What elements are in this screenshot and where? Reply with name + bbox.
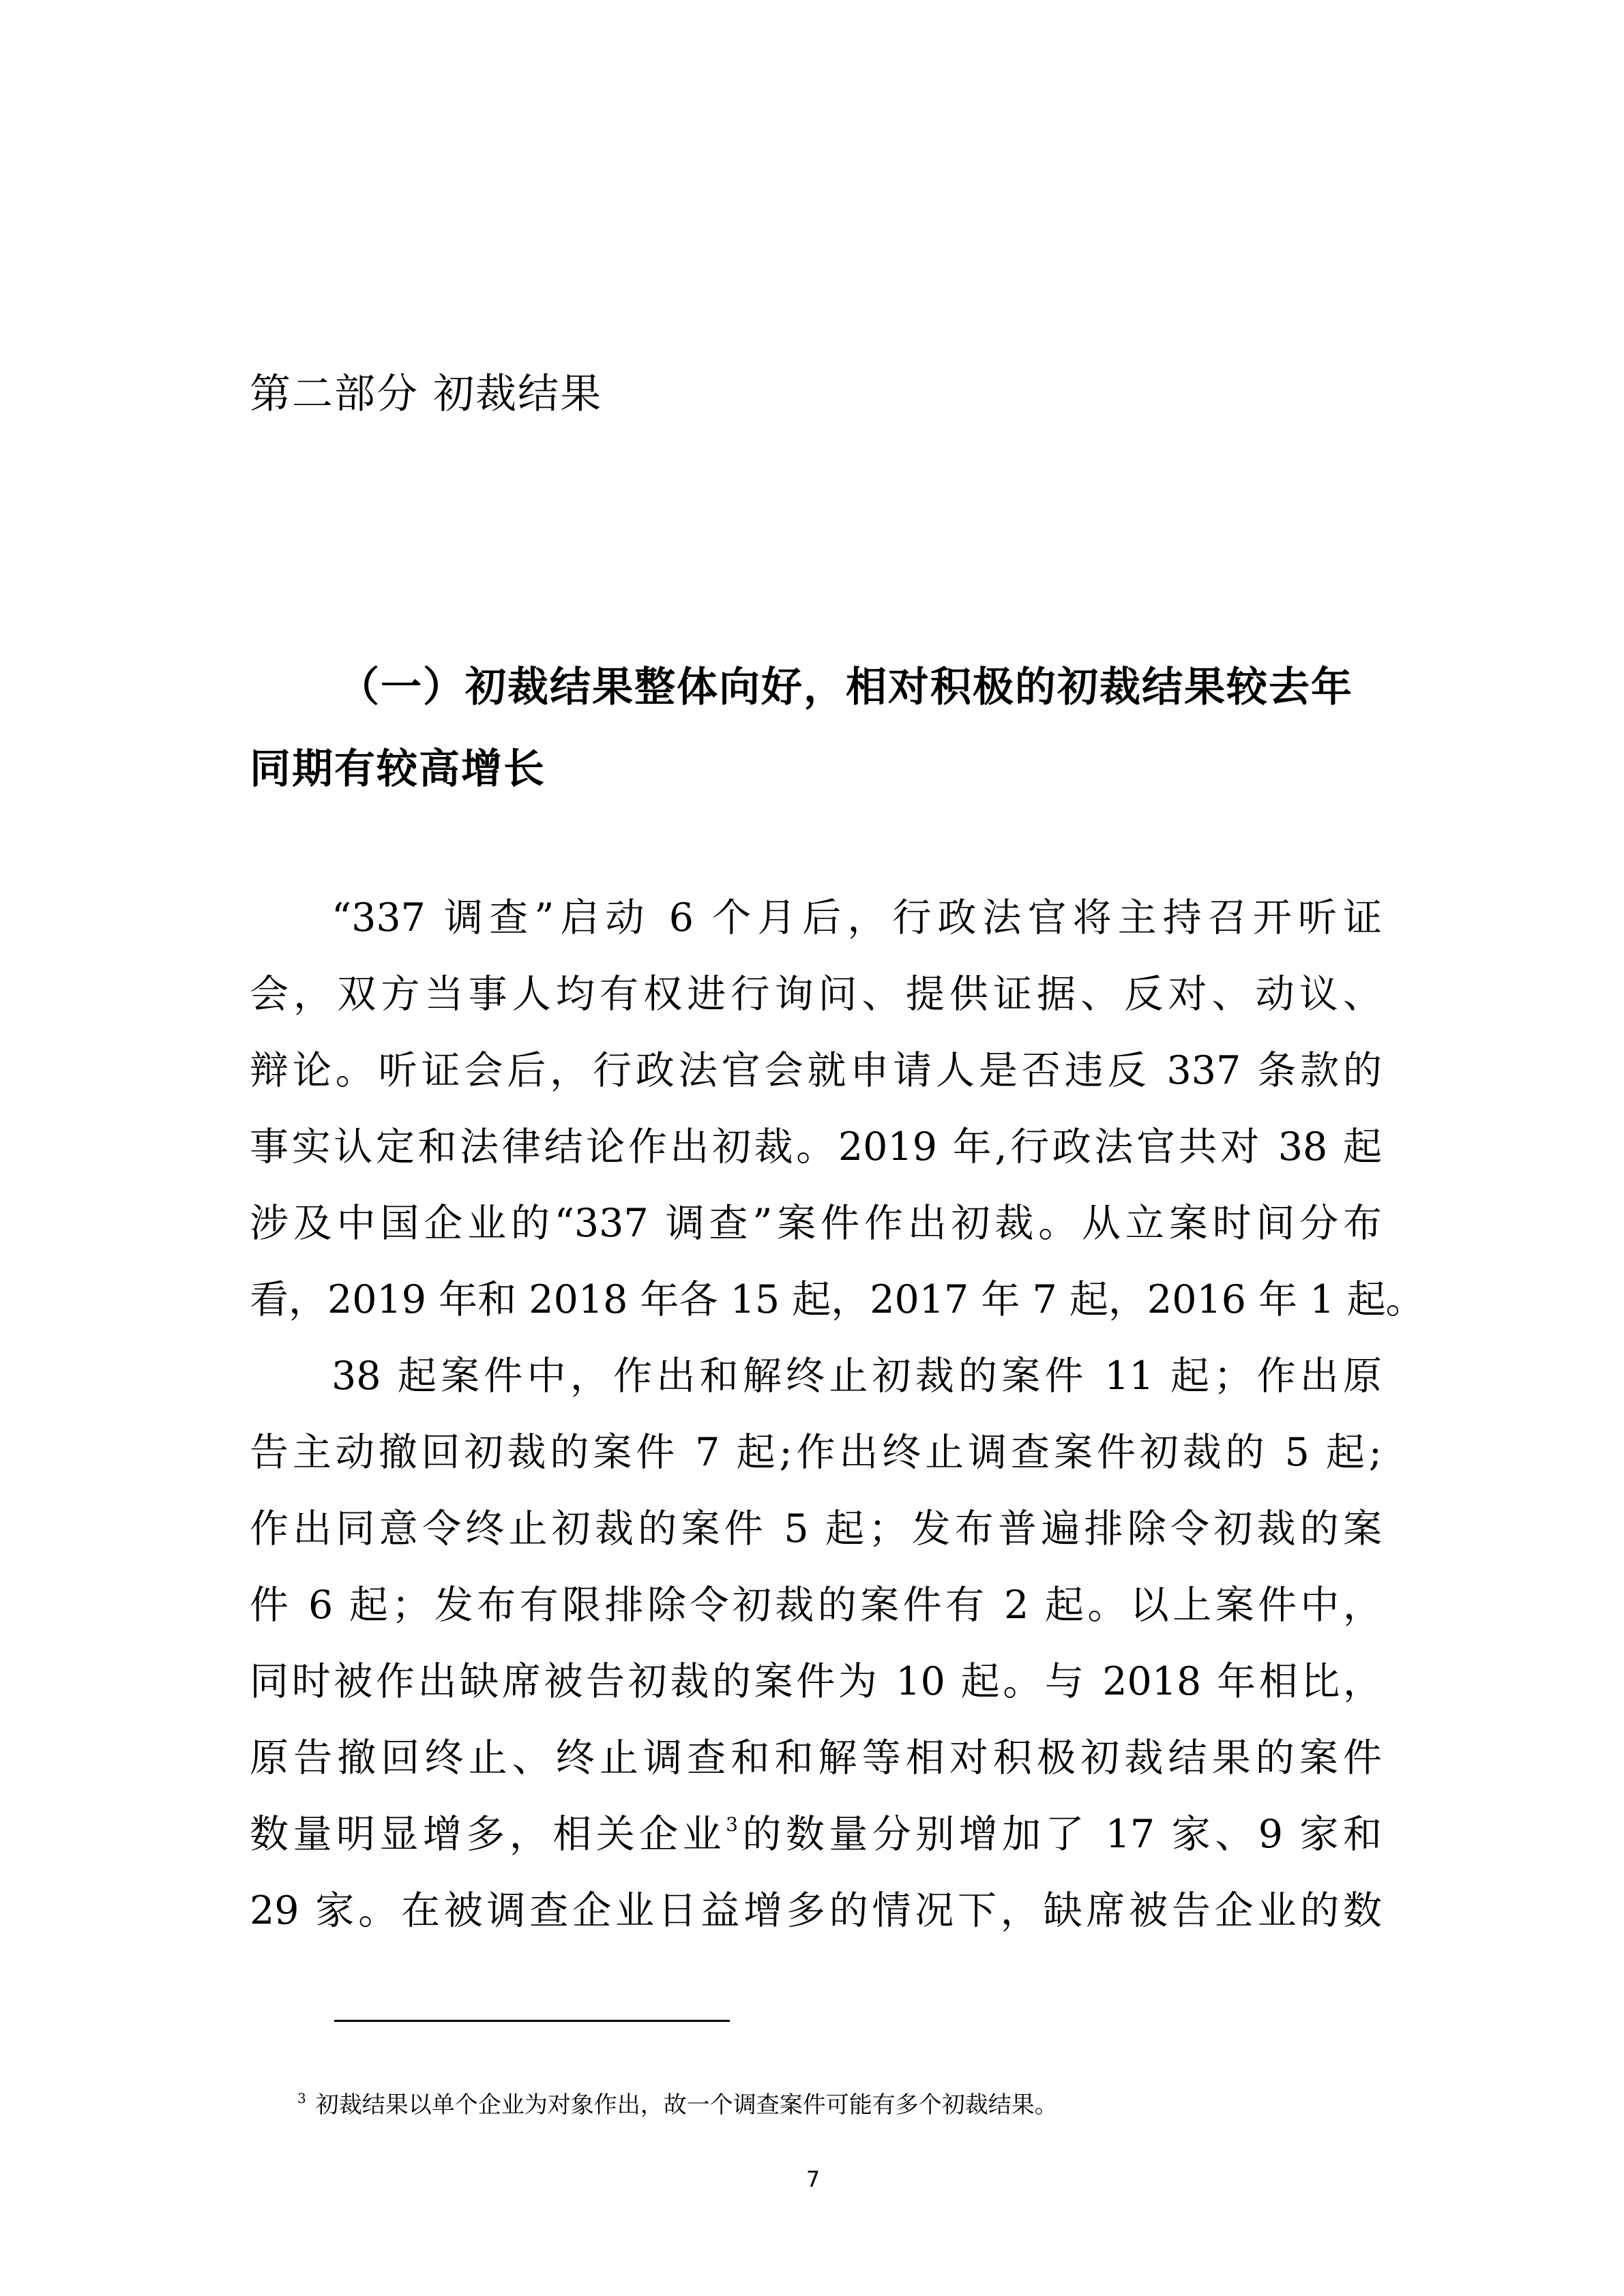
paragraph-2-line: 作出同意令终止初裁的案件 5 起；发布普遍排除令初裁的案 <box>250 1506 1382 1551</box>
footnote <box>297 2088 1058 2122</box>
paragraph-1-line: 涉及中国企业的“337 调查”案件作出初裁。从立案时间分布 <box>250 1201 1382 1246</box>
paragraph-2-line: 件 6 起；发布有限排除令初裁的案件有 2 起。以上案件中， <box>250 1583 1382 1628</box>
paragraph-2-line-with-footnote-ref <box>250 1796 1382 1873</box>
paragraph-1-line: 事实认定和法律结论作出初裁。2019 年,行政法官共对 38 起 <box>250 1124 1382 1169</box>
part-title: 第二部分 初裁结果 <box>250 370 603 418</box>
footnote-text: 初裁结果以单个企业为对象作出，故一个调查案件可能有多个初裁结果。 <box>315 2091 1058 2119</box>
paragraph-2-line: 告主动撤回初裁的案件 7 起;作出终止调查案件初裁的 5 起; <box>250 1430 1382 1475</box>
paragraph-1-line: 辩论。听证会后，行政法官会就申请人是否违反 337 条款的 <box>250 1048 1382 1093</box>
footnote-reference[interactable]: 3 <box>726 1813 738 1836</box>
section-heading-line-2: 同期有较高增长 <box>250 745 546 793</box>
text-before-footnote-ref: 数量明显增多，相关企业 <box>250 1812 726 1857</box>
body-text <box>250 880 1425 1949</box>
page-number: 7 <box>806 2166 821 2192</box>
paragraph-1-line: 会，双方当事人均有权进行询问、提供证据、反对、动议、 <box>250 972 1382 1017</box>
footnote-marker: 3 <box>297 2090 306 2106</box>
paragraph-2-line: 原告撤回终止、终止调查和和解等相对积极初裁结果的案件 <box>250 1735 1382 1780</box>
section-heading-line-1: （一）初裁结果整体向好，相对积极的初裁结果较去年 <box>338 664 1353 711</box>
paragraph-2-line: 同时被作出缺席被告初裁的案件为 10 起。与 2018 年相比， <box>250 1659 1382 1704</box>
paragraph-2-line: 38 起案件中，作出和解终止初裁的案件 11 起；作出原 <box>331 1354 1382 1399</box>
paragraph-1-line: 看，2019 年和 2018 年各 15 起，2017 年 7 起，2016 年 1 起。 <box>250 1277 1425 1322</box>
paragraph-1-line: “337 调查”启动 6 个月后，行政法官将主持召开听证 <box>331 895 1382 940</box>
text-after-footnote-ref: 的数量分别增加了 17 家、9 家和 <box>737 1812 1383 1857</box>
paragraph-2-line: 29 家。在被调查企业日益增多的情况下，缺席被告企业的数 <box>250 1888 1382 1933</box>
section-heading <box>250 646 1382 810</box>
footnote-separator <box>334 2020 730 2022</box>
